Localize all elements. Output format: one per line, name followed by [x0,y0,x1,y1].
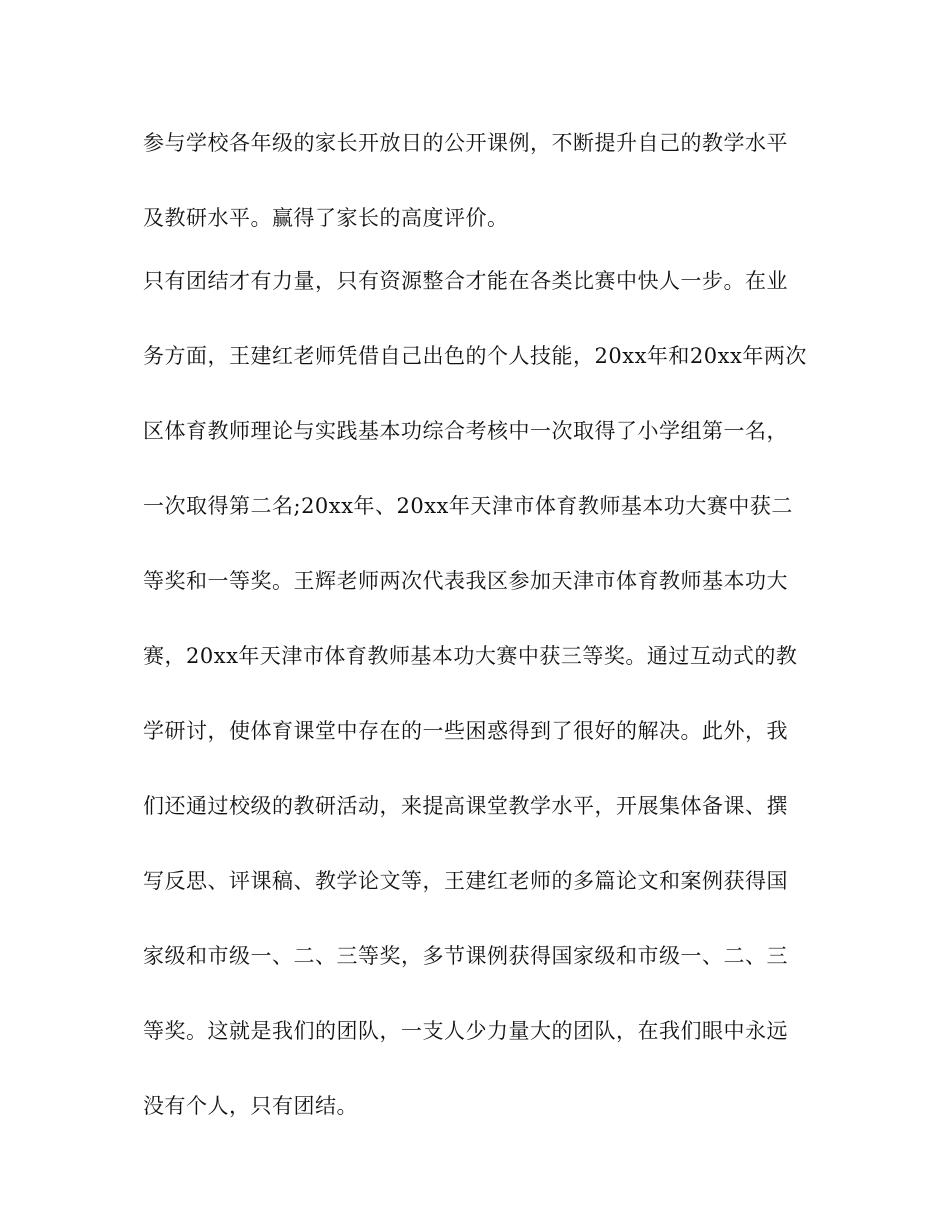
text-line: 们还通过校级的教研活动，来提高课堂教学水平，开展集体备课、撰 [143,794,788,818]
text-line: 一次取得第二名;20xx年、20xx年天津市体育教师基本功大赛中获二 [143,494,793,518]
text-line: 务方面，王建红老师凭借自己出色的个人技能，20xx年和20xx年两次 [143,344,807,368]
text-line: 参与学校各年级的家长开放日的公开课例，不断提升自己的教学水平 [143,131,788,155]
text-line: 等奖。这就是我们的团队，一支人少力量大的团队，在我们眼中永远 [143,1019,788,1043]
text-line: 学研讨，使体育课堂中存在的一些困惑得到了很好的解决。此外，我 [143,719,788,743]
text-line: 区体育教师理论与实践基本功综合考核中一次取得了小学组第一名， [143,419,788,443]
text-line: 等奖和一等奖。王辉老师两次代表我区参加天津市体育教师基本功大 [143,569,788,593]
text-line: 家级和市级一、二、三等奖，多节课例获得国家级和市级一、二、三 [143,944,788,968]
text-line: 及教研水平。赢得了家长的高度评价。 [143,206,509,230]
text-line: 赛，20xx年天津市体育教师基本功大赛中获三等奖。通过互动式的教 [143,644,798,668]
text-line: 没有个人，只有团结。 [143,1094,358,1118]
text-line: 写反思、评课稿、教学论文等，王建红老师的多篇论文和案例获得国 [143,869,788,893]
text-line: 只有团结才有力量，只有资源整合才能在各类比赛中快人一步。在业 [143,269,788,293]
